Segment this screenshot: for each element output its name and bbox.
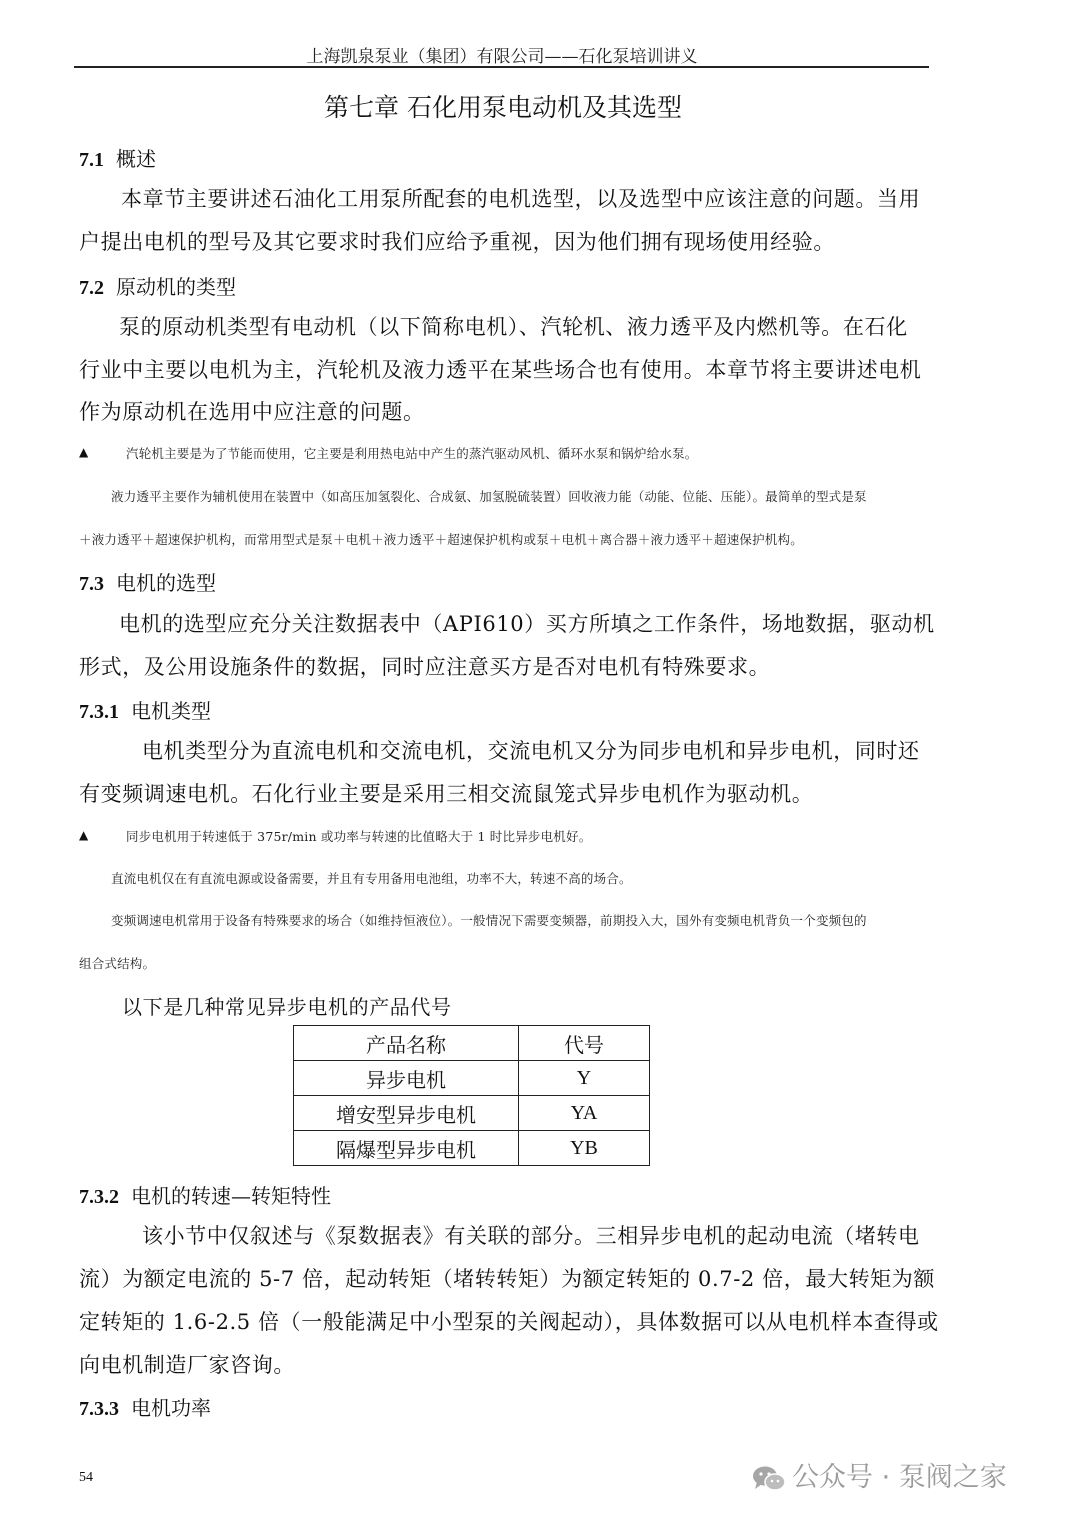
table-row — [294, 1096, 650, 1131]
table-cell: 增安型异步电机 — [294, 1096, 519, 1131]
paragraph-line: 作为原动机在选用中应注意的问题。 — [79, 400, 425, 424]
paragraph-line: 户提出电机的型号及其它要求时我们应给予重视，因为他们拥有现场使用经验。 — [79, 230, 835, 254]
section-number: 7.2 — [79, 277, 104, 299]
table-row — [294, 1131, 650, 1166]
note-line: 同步电机用于转速低于 375r/min 或功率与转速的比值略大于 1 时比异步电机好。 — [126, 829, 592, 844]
paragraph-line: 行业中主要以电机为主，汽轮机及液力透平在某些场合也有使用。本章节将主要讲述电机 — [79, 358, 922, 382]
header-rule — [74, 66, 929, 68]
table-row — [294, 1061, 650, 1096]
paragraph-line: 本章节主要讲述石油化工用泵所配套的电机选型，以及选型中应该注意的问题。当用 — [121, 187, 921, 211]
wechat-icon — [752, 1465, 786, 1493]
table-header-cell: 产品名称 — [294, 1026, 519, 1061]
section-heading-7-2 — [79, 271, 236, 300]
note-line: 组合式结构。 — [79, 956, 156, 971]
note-line: 液力透平主要作为辅机使用在装置中（如高压加氢裂化、合成氨、加氢脱硫装置）回收液力能（动能、位能、压能）。最简单的型式是泵 — [111, 489, 867, 504]
table-cell: 隔爆型异步电机 — [294, 1131, 519, 1166]
section-heading-7-3-2 — [79, 1180, 331, 1209]
section-title: 电机的转速—转矩特性 — [131, 1184, 331, 1208]
section-number: 7.3.2 — [79, 1186, 119, 1208]
section-title: 电机的选型 — [116, 571, 216, 595]
section-number: 7.3.1 — [79, 701, 119, 723]
paragraph-line: 该小节中仅叙述与《泵数据表》有关联的部分。三相异步电机的起动电流（堵转电 — [142, 1224, 920, 1248]
table-cell: YA — [519, 1096, 650, 1131]
product-code-table — [293, 1025, 650, 1166]
table-cell: 异步电机 — [294, 1061, 519, 1096]
note-line: 直流电机仅在有直流电源或设备需要，并且有专用备用电池组，功率不大，转速不高的场合。 — [111, 871, 632, 886]
paragraph-line: 向电机制造厂家咨询。 — [79, 1353, 295, 1377]
section-title: 电机功率 — [131, 1396, 211, 1420]
section-heading-7-3 — [79, 567, 216, 596]
paragraph-line: 形式，及公用设施条件的数据，同时应注意买方是否对电机有特殊要求。 — [79, 655, 771, 679]
table-header-cell: 代号 — [519, 1026, 650, 1061]
table-header-row — [294, 1026, 650, 1061]
paragraph-line: 流）为额定电流的 5-7 倍，起动转矩（堵转转矩）为额定转矩的 0.7-2 倍，最大转矩为额 — [79, 1267, 935, 1291]
chapter-title: 第七章 石化用泵电动机及其选型 — [324, 93, 682, 122]
section-heading-7-3-1 — [79, 695, 211, 724]
table-cell: Y — [519, 1061, 650, 1096]
note-line: ＋液力透平＋超速保护机构，而常用型式是泵＋电机＋液力透平＋超速保护机构或泵＋电机＋离合器＋液力透平＋超速保护机构。 — [79, 532, 803, 547]
section-heading-7-1 — [79, 143, 156, 172]
paragraph-line: 定转矩的 1.6-2.5 倍（一般能满足中小型泵的关阀起动），具体数据可以从电机样本查得或 — [79, 1310, 939, 1334]
note-triangle-icon: ▲ — [79, 445, 89, 459]
section-heading-7-3-3 — [79, 1392, 211, 1421]
paragraph-line: 有变频调速电机。石化行业主要是采用三相交流鼠笼式异步电机作为驱动机。 — [79, 782, 814, 806]
note-line: 变频调速电机常用于设备有特殊要求的场合（如维持恒液位）。一般情况下需要变频器，前期投入大，国外有变频电机背负一个变频包的 — [111, 913, 867, 928]
note-line: 汽轮机主要是为了节能而使用，它主要是利用热电站中产生的蒸汽驱动风机、循环水泵和锅炉给水泵。 — [126, 446, 698, 461]
table-cell: YB — [519, 1131, 650, 1166]
note-triangle-icon: ▲ — [79, 828, 89, 842]
page-number: 54 — [79, 1470, 93, 1485]
watermark — [752, 1455, 1007, 1494]
paragraph-line: 电机的选型应充分关注数据表中（API610）买方所填之工作条件，场地数据，驱动机 — [119, 612, 935, 636]
watermark-text: 公众号 · 泵阀之家 — [792, 1462, 1007, 1493]
running-header: 上海凯泉泵业（集团）有限公司——石化泵培训讲义 — [306, 47, 698, 67]
section-title: 概述 — [116, 147, 156, 171]
section-number: 7.3.3 — [79, 1398, 119, 1420]
paragraph-line: 电机类型分为直流电机和交流电机，交流电机又分为同步电机和异步电机，同时还 — [142, 739, 920, 763]
paragraph-line: 泵的原动机类型有电动机（以下简称电机）、汽轮机、液力透平及内燃机等。在石化 — [119, 315, 908, 339]
section-number: 7.3 — [79, 573, 104, 595]
table-intro: 以下是几种常见异步电机的产品代号 — [122, 995, 452, 1019]
section-number: 7.1 — [79, 149, 104, 171]
section-title: 电机类型 — [131, 699, 211, 723]
section-title: 原动机的类型 — [116, 275, 236, 299]
